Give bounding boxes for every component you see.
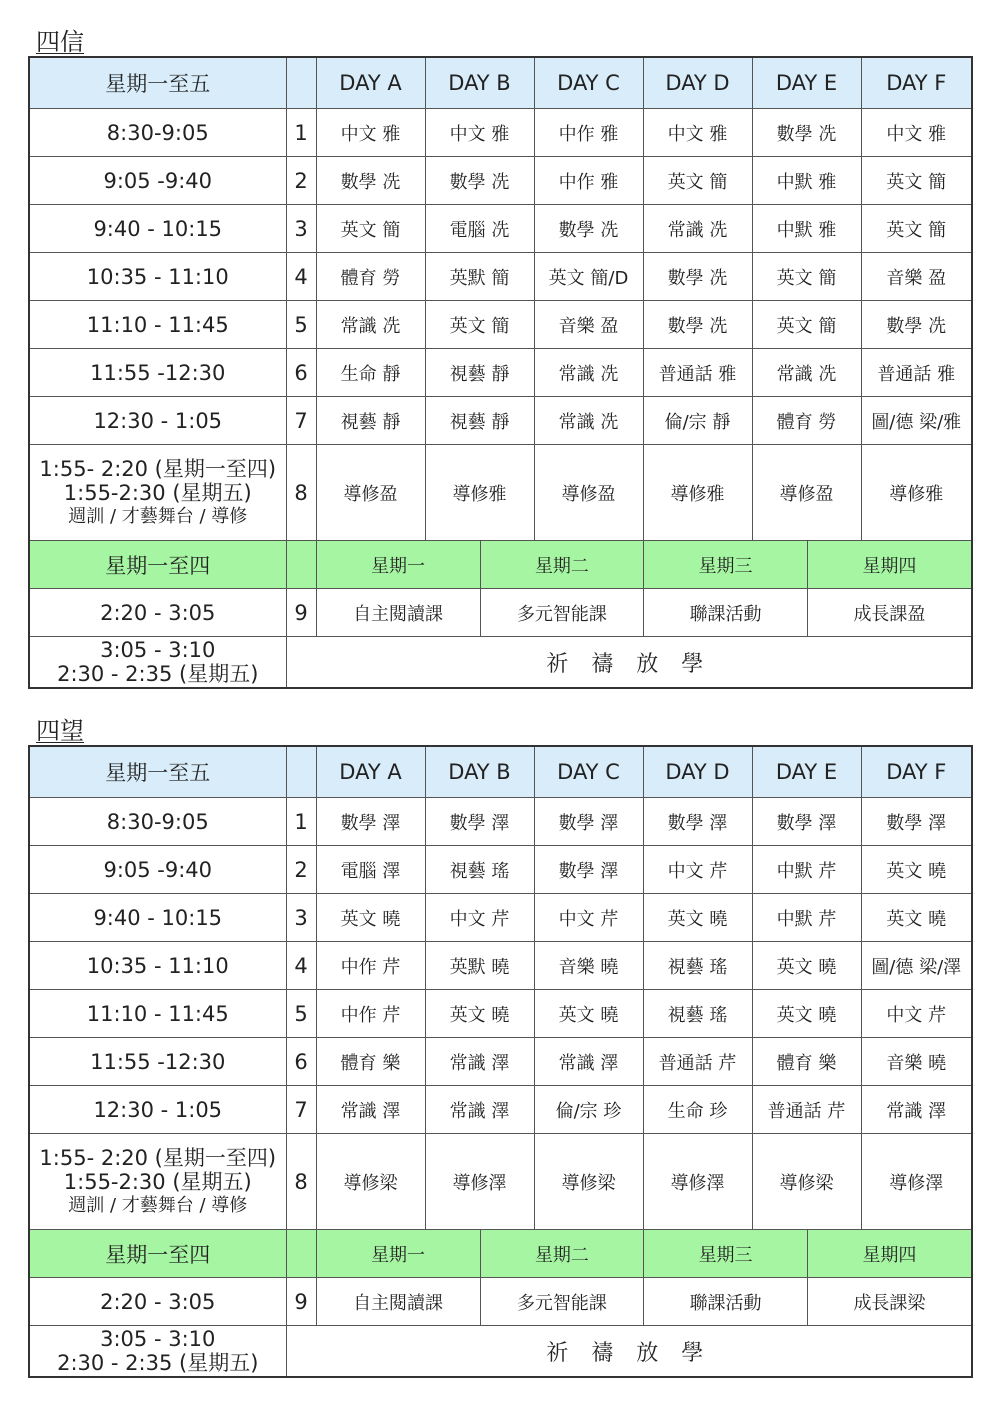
period-row <box>29 798 972 846</box>
tutorial-cell: 導修盈 <box>752 445 861 541</box>
activity-cell: 成長課梁 <box>853 1292 926 1314</box>
subject-cell: 英文 曉 <box>861 846 972 894</box>
period-row <box>29 301 972 349</box>
period-row <box>29 1086 972 1134</box>
weekday-blank <box>286 1230 316 1278</box>
subject-cell: 視藝 靜 <box>425 397 534 445</box>
subject-cell: 常識 冼 <box>643 205 752 253</box>
time-line: 2:30 - 2:35 (星期五) <box>57 662 259 686</box>
subject-cell: 中文 芹 <box>425 894 534 942</box>
subject-cell: 數學 澤 <box>752 798 861 846</box>
activity-cell: 自主閱讀課 <box>317 589 481 636</box>
activity-cell: 多元智能課 <box>480 589 644 636</box>
subject-cell: 音樂 曉 <box>861 1038 972 1086</box>
subject-cell: 英默 簡 <box>425 253 534 301</box>
subject-cell: 中默 雅 <box>752 157 861 205</box>
period-row <box>29 846 972 894</box>
subject-cell: 數學 冼 <box>643 301 752 349</box>
dismissal-row <box>29 1326 972 1378</box>
time-line: 1:55- 2:20 (星期一至四) <box>39 456 277 481</box>
subject-cell: 中文 芹 <box>534 894 643 942</box>
subject-cell: 音樂 盈 <box>534 301 643 349</box>
class-timetable <box>28 717 971 1378</box>
subject-cell: 體育 樂 <box>316 1038 425 1086</box>
time-line: 1:55- 2:20 (星期一至四) <box>39 1145 277 1170</box>
period-time: 2:20 - 3:05 <box>29 1278 286 1326</box>
subject-cell: 體育 勞 <box>752 397 861 445</box>
period-number: 7 <box>286 1086 316 1134</box>
tutorial-cell: 導修澤 <box>643 1134 752 1230</box>
period-time: 9:05 -9:40 <box>29 157 286 205</box>
subject-cell: 數學 澤 <box>643 798 752 846</box>
period-time: 10:35 - 11:10 <box>29 253 286 301</box>
activity-cell: 聯課活動 <box>644 1278 808 1325</box>
tutorial-cell: 導修梁 <box>534 1134 643 1230</box>
weekday-group <box>316 541 972 589</box>
subject-cell: 普通話 雅 <box>861 349 972 397</box>
period-row <box>29 253 972 301</box>
period-time: 11:10 - 11:45 <box>29 301 286 349</box>
subject-cell: 中作 雅 <box>534 157 643 205</box>
activity-cell: 自主閱讀課 <box>317 1278 481 1325</box>
header-period <box>286 57 316 109</box>
period-time: 8:30-9:05 <box>29 109 286 157</box>
period-row-8 <box>29 445 972 541</box>
subject-cell: 常識 澤 <box>861 1086 972 1134</box>
period-number: 6 <box>286 349 316 397</box>
subject-cell: 數學 冼 <box>861 301 972 349</box>
time-line: 1:55-2:30 (星期五) <box>63 1169 252 1194</box>
subject-cell: 音樂 曉 <box>534 942 643 990</box>
weekday-header-row <box>29 1230 972 1278</box>
period-number: 6 <box>286 1038 316 1086</box>
class-title: 四信 <box>36 28 84 56</box>
period-row <box>29 157 972 205</box>
subject-cell: 數學 澤 <box>534 798 643 846</box>
subject-cell: 常識 冼 <box>316 301 425 349</box>
tutorial-cell: 導修雅 <box>861 445 972 541</box>
period-number: 3 <box>286 205 316 253</box>
period-time: 11:55 -12:30 <box>29 1038 286 1086</box>
tutorial-cell: 導修梁 <box>752 1134 861 1230</box>
time-line: 1:55-2:30 (星期五) <box>63 480 252 505</box>
weekday-header-row <box>29 541 972 589</box>
period-time: 2:20 - 3:05 <box>29 589 286 637</box>
subject-cell: 常識 澤 <box>316 1086 425 1134</box>
subject-cell: 中默 芹 <box>752 894 861 942</box>
dismissal-text: 祈 禱 放 學 <box>286 1326 972 1378</box>
period-row <box>29 109 972 157</box>
period-time: 8:30-9:05 <box>29 798 286 846</box>
activity-group <box>316 1278 972 1326</box>
subject-cell: 常識 冼 <box>752 349 861 397</box>
subject-cell: 中文 雅 <box>425 109 534 157</box>
subject-cell: 電腦 澤 <box>316 846 425 894</box>
header-day: DAY A <box>316 57 425 109</box>
time-line: 週訓 / 才藝舞台 / 導修 <box>68 1194 248 1216</box>
header-day: DAY A <box>316 746 425 798</box>
activity-row <box>29 1278 972 1326</box>
tutorial-cell: 導修雅 <box>425 445 534 541</box>
period-number: 9 <box>286 589 316 637</box>
subject-cell: 數學 冼 <box>643 253 752 301</box>
period-row <box>29 349 972 397</box>
period-number: 2 <box>286 846 316 894</box>
activity-group <box>316 589 972 637</box>
header-day: DAY E <box>752 746 861 798</box>
subject-cell: 體育 樂 <box>752 1038 861 1086</box>
subject-cell: 英文 曉 <box>643 894 752 942</box>
subject-cell: 中作 芹 <box>316 990 425 1038</box>
subject-cell: 英文 簡 <box>316 205 425 253</box>
period-time: 11:55 -12:30 <box>29 349 286 397</box>
header-day: DAY D <box>643 746 752 798</box>
subject-cell: 英文 簡 <box>861 157 972 205</box>
tutorial-cell: 導修盈 <box>534 445 643 541</box>
weekday-group <box>316 1230 972 1278</box>
subject-cell: 中作 雅 <box>534 109 643 157</box>
subject-cell: 中文 芹 <box>861 990 972 1038</box>
dismissal-time <box>29 637 286 689</box>
subject-cell: 英文 簡 <box>752 301 861 349</box>
subject-cell: 倫/宗 靜 <box>643 397 752 445</box>
header-day: DAY E <box>752 57 861 109</box>
weekday-label: 星期三 <box>644 1230 808 1277</box>
subject-cell: 中文 雅 <box>643 109 752 157</box>
dismissal-time <box>29 1326 286 1378</box>
period-row <box>29 894 972 942</box>
subject-cell: 常識 澤 <box>534 1038 643 1086</box>
subject-cell: 數學 冼 <box>316 157 425 205</box>
subject-cell: 生命 珍 <box>643 1086 752 1134</box>
subject-cell: 英文 簡 <box>425 301 534 349</box>
period-number: 2 <box>286 157 316 205</box>
subject-cell: 英文 簡 <box>861 205 972 253</box>
weekday-label: 星期一 <box>317 1230 481 1277</box>
subject-cell: 中作 芹 <box>316 942 425 990</box>
tutorial-cell: 導修澤 <box>861 1134 972 1230</box>
tutorial-cell: 導修盈 <box>316 445 425 541</box>
weekday-label: 星期四 <box>807 541 971 588</box>
subject-cell: 英文 曉 <box>534 990 643 1038</box>
subject-cell: 普通話 雅 <box>643 349 752 397</box>
subject-cell: 倫/宗 珍 <box>534 1086 643 1134</box>
period-number: 4 <box>286 942 316 990</box>
subject-cell: 視藝 瑤 <box>643 942 752 990</box>
period-time: 9:40 - 10:15 <box>29 894 286 942</box>
header-day: DAY C <box>534 746 643 798</box>
subject-cell: 數學 澤 <box>425 798 534 846</box>
header-row <box>29 746 972 798</box>
subject-cell: 圖/德 梁/澤 <box>861 942 972 990</box>
header-day: DAY B <box>425 57 534 109</box>
subject-cell: 數學 澤 <box>861 798 972 846</box>
period-number: 9 <box>286 1278 316 1326</box>
weekday-label: 星期一 <box>317 541 481 588</box>
subject-cell: 普通話 芹 <box>752 1086 861 1134</box>
subject-cell: 視藝 瑤 <box>425 846 534 894</box>
period-row <box>29 1038 972 1086</box>
subject-cell: 中默 芹 <box>752 846 861 894</box>
weekday-label: 星期四 <box>807 1230 971 1277</box>
subject-cell: 英文 簡 <box>752 253 861 301</box>
period-row-8 <box>29 1134 972 1230</box>
subject-cell: 常識 冼 <box>534 397 643 445</box>
subject-cell: 英文 曉 <box>861 894 972 942</box>
subject-cell: 視藝 靜 <box>316 397 425 445</box>
subject-cell: 生命 靜 <box>316 349 425 397</box>
period-time <box>29 1134 286 1230</box>
period-number: 1 <box>286 798 316 846</box>
tutorial-cell: 導修雅 <box>643 445 752 541</box>
header-day: DAY F <box>861 746 972 798</box>
period-row <box>29 990 972 1038</box>
weekday-blank <box>286 541 316 589</box>
period-number: 8 <box>286 1134 316 1230</box>
subject-cell: 常識 冼 <box>534 349 643 397</box>
subject-cell: 數學 冼 <box>534 205 643 253</box>
dismissal-text: 祈 禱 放 學 <box>286 637 972 689</box>
tutorial-cell: 導修梁 <box>316 1134 425 1230</box>
subject-cell: 中文 芹 <box>643 846 752 894</box>
subject-cell: 音樂 盈 <box>861 253 972 301</box>
activity-cell: 聯課活動 <box>644 589 808 636</box>
class-timetable <box>28 28 971 689</box>
header-weekdays: 星期一至五 <box>29 57 286 109</box>
period-number: 3 <box>286 894 316 942</box>
period-time: 10:35 - 11:10 <box>29 942 286 990</box>
subject-cell: 英默 曉 <box>425 942 534 990</box>
period-number: 1 <box>286 109 316 157</box>
subject-cell: 數學 冼 <box>425 157 534 205</box>
time-line: 2:30 - 2:35 (星期五) <box>57 1351 259 1375</box>
header-weekdays: 星期一至五 <box>29 746 286 798</box>
period-time <box>29 445 286 541</box>
period-time: 9:40 - 10:15 <box>29 205 286 253</box>
header-day: DAY C <box>534 57 643 109</box>
header-day: DAY D <box>643 57 752 109</box>
time-line: 3:05 - 3:10 <box>100 638 216 662</box>
period-time: 12:30 - 1:05 <box>29 1086 286 1134</box>
subject-cell: 英文 簡/D <box>534 253 643 301</box>
weekday-range: 星期一至四 <box>29 541 286 589</box>
activity-cell: 成長課盈 <box>853 603 926 625</box>
period-number: 4 <box>286 253 316 301</box>
subject-cell: 視藝 靜 <box>425 349 534 397</box>
subject-cell: 普通話 芹 <box>643 1038 752 1086</box>
timetable-grid <box>28 745 973 1378</box>
subject-cell: 中文 雅 <box>316 109 425 157</box>
weekday-label: 星期二 <box>480 1230 644 1277</box>
period-time: 12:30 - 1:05 <box>29 397 286 445</box>
subject-cell: 中默 雅 <box>752 205 861 253</box>
subject-cell: 數學 澤 <box>316 798 425 846</box>
subject-cell: 視藝 瑤 <box>643 990 752 1038</box>
header-row <box>29 57 972 109</box>
subject-cell: 英文 簡 <box>643 157 752 205</box>
subject-cell: 英文 曉 <box>425 990 534 1038</box>
header-day: DAY F <box>861 57 972 109</box>
weekday-label: 星期二 <box>480 541 644 588</box>
dismissal-row <box>29 637 972 689</box>
period-row <box>29 205 972 253</box>
activity-cell: 多元智能課 <box>480 1278 644 1325</box>
weekday-label: 星期三 <box>644 541 808 588</box>
subject-cell: 電腦 冼 <box>425 205 534 253</box>
header-day: DAY B <box>425 746 534 798</box>
period-number: 7 <box>286 397 316 445</box>
period-number: 8 <box>286 445 316 541</box>
subject-cell: 數學 冼 <box>752 109 861 157</box>
subject-cell: 體育 勞 <box>316 253 425 301</box>
header-period <box>286 746 316 798</box>
subject-cell: 數學 澤 <box>534 846 643 894</box>
subject-cell: 英文 曉 <box>752 942 861 990</box>
weekday-range: 星期一至四 <box>29 1230 286 1278</box>
subject-cell: 常識 澤 <box>425 1038 534 1086</box>
subject-cell: 英文 曉 <box>316 894 425 942</box>
subject-cell: 常識 澤 <box>425 1086 534 1134</box>
period-number: 5 <box>286 301 316 349</box>
period-row <box>29 942 972 990</box>
period-row <box>29 397 972 445</box>
tutorial-cell: 導修澤 <box>425 1134 534 1230</box>
period-time: 9:05 -9:40 <box>29 846 286 894</box>
class-title: 四望 <box>36 717 84 745</box>
timetable-grid <box>28 56 973 689</box>
time-line: 週訓 / 才藝舞台 / 導修 <box>68 505 248 527</box>
period-number: 5 <box>286 990 316 1038</box>
subject-cell: 英文 曉 <box>752 990 861 1038</box>
subject-cell: 圖/德 梁/雅 <box>861 397 972 445</box>
activity-row <box>29 589 972 637</box>
time-line: 3:05 - 3:10 <box>100 1327 216 1351</box>
period-time: 11:10 - 11:45 <box>29 990 286 1038</box>
subject-cell: 中文 雅 <box>861 109 972 157</box>
